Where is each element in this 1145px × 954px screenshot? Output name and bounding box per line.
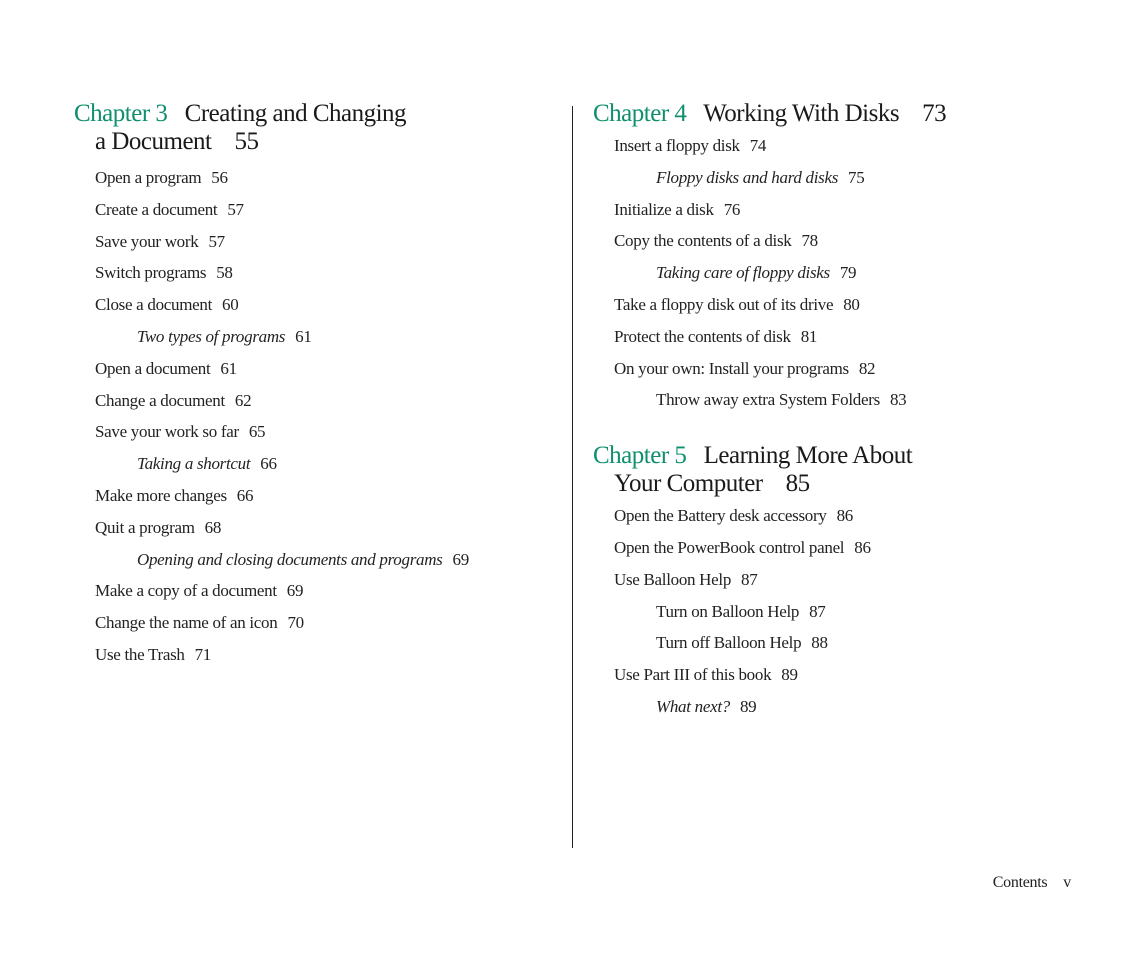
column-divider [572,106,573,848]
toc-entry[interactable]: Quit a program 68 [95,517,222,537]
chapter-4-title: Working With Disks [703,100,900,127]
chapter-3-entries [74,166,544,675]
toc-subentry[interactable]: Taking a shortcut 66 [137,454,277,474]
toc-entry[interactable]: Use Part III of this book 89 [614,665,798,685]
chapter-5-page: 85 [785,470,810,498]
toc-entry[interactable]: Close a document 60 [95,295,239,315]
chapter-5-title-line1: Learning More About [703,442,913,470]
toc-entry[interactable]: Create a document 57 [95,199,244,219]
chapter-3-title-line2: a Document [95,128,212,155]
chapter-4-label: Chapter 4 [593,100,687,127]
toc-entry[interactable]: Open a document 61 [95,358,237,378]
footer-page-number: v [1063,874,1071,891]
chapter-4-heading[interactable] [593,100,1093,128]
toc-entry[interactable]: Make more changes 66 [95,485,254,505]
footer-section-label: Contents [992,874,1048,891]
toc-entry[interactable]: Open the Battery desk accessory 86 [614,506,853,526]
chapter-4-entries [593,134,1093,420]
toc-subentry[interactable]: Turn on Balloon Help 87 [656,601,826,621]
toc-entry[interactable]: Use Balloon Help 87 [614,569,758,589]
chapter-5-heading[interactable] [593,442,1093,498]
toc-subentry[interactable]: What next? 89 [656,696,757,716]
toc-subentry[interactable]: Floppy disks and hard disks 75 [656,167,865,187]
toc-entry[interactable]: Open the PowerBook control panel 86 [614,537,871,557]
chapter-3-page: 55 [234,128,259,155]
toc-entry[interactable]: Switch programs 58 [95,263,233,283]
toc-entry[interactable]: Change a document 62 [95,390,252,410]
toc-entry[interactable]: Make a copy of a document 69 [95,581,304,601]
right-column [593,100,1093,727]
chapter-5 [593,442,1093,727]
toc-entry[interactable]: On your own: Install your programs 82 [614,358,876,378]
chapter-3-label: Chapter 3 [74,100,168,127]
toc-entry[interactable]: Initialize a disk 76 [614,199,741,219]
toc-subentry[interactable]: Opening and closing documents and programs 69 [137,549,469,569]
chapter-3-heading[interactable] [74,100,544,156]
toc-entry[interactable]: Save your work so far 65 [95,422,266,442]
toc-entry[interactable]: Change the name of an icon 70 [95,613,304,633]
toc-entry[interactable]: Take a floppy disk out of its drive 80 [614,294,860,314]
toc-subentry[interactable]: Throw away extra System Folders 83 [656,390,907,410]
chapter-4-page: 73 [922,100,947,127]
chapter-4 [593,100,1093,420]
toc-entry[interactable]: Copy the contents of a disk 78 [614,231,818,251]
chapter-3 [74,100,544,675]
toc-entry[interactable]: Save your work 57 [95,231,225,251]
toc-subentry[interactable]: Taking care of floppy disks 79 [656,263,857,283]
toc-subentry[interactable]: Turn off Balloon Help 88 [656,633,828,653]
chapter-5-title-line2: Your Computer [614,470,763,498]
toc-subentry[interactable]: Two types of programs 61 [137,326,312,346]
toc-entry[interactable]: Open a program 56 [95,168,228,187]
toc-entry[interactable]: Insert a floppy disk 74 [614,136,767,155]
toc-entry[interactable]: Use the Trash 71 [95,644,212,664]
chapter-5-label: Chapter 5 [593,442,687,470]
chapter-3-title-line1: Creating and Changing [184,100,407,127]
left-column [74,100,544,675]
page-footer [993,874,1071,892]
toc-entry[interactable]: Protect the contents of disk 81 [614,326,818,346]
chapter-5-entries [593,504,1093,727]
